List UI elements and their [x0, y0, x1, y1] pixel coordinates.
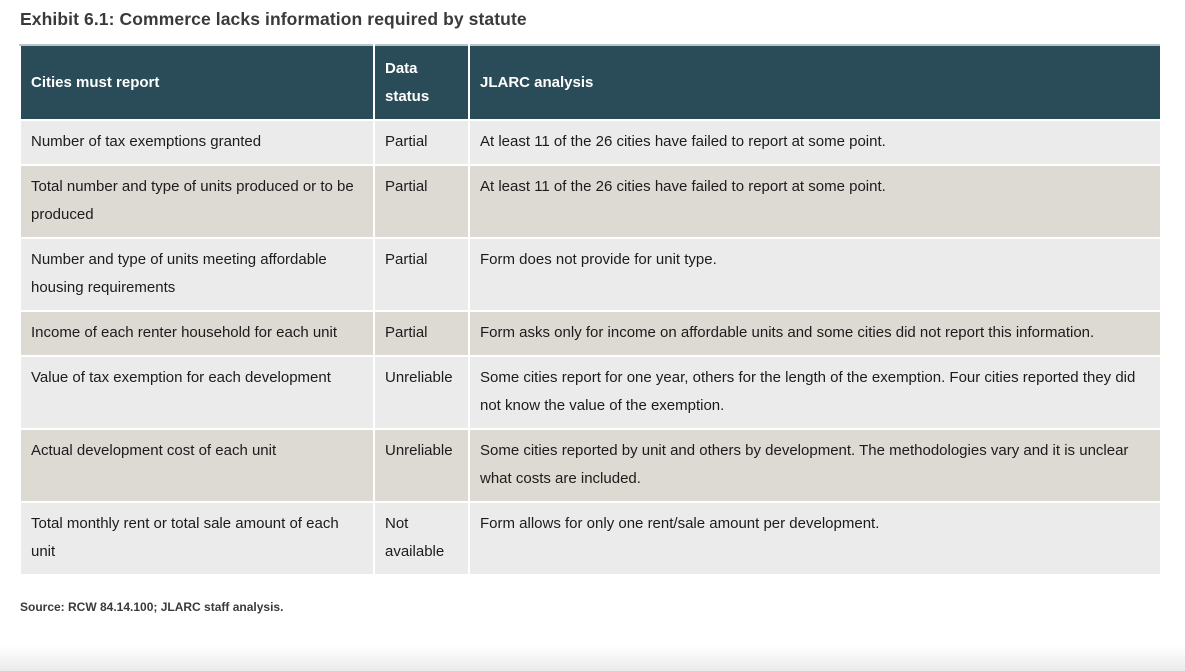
status-cell: Unreliable [374, 429, 469, 502]
exhibit-table [19, 44, 1162, 576]
requirement-cell: Total number and type of units produced or to be produced [20, 165, 374, 238]
requirement-cell: Value of tax exemption for each development [20, 356, 374, 429]
analysis-cell: At least 11 of the 26 cities have failed to report at some point. [469, 120, 1161, 165]
column-header-jlarc-analysis: JLARC analysis [469, 45, 1161, 120]
status-cell: Partial [374, 165, 469, 238]
source-note: Source: RCW 84.14.100; JLARC staff analysis. [20, 600, 284, 614]
column-header-cities-must-report: Cities must report [20, 45, 374, 120]
table-row [20, 120, 1161, 165]
column-header-data-status: Data status [374, 45, 469, 120]
exhibit-title: Exhibit 6.1: Commerce lacks information required by statute [20, 9, 527, 29]
analysis-cell: Form allows for only one rent/sale amount per development. [469, 502, 1161, 575]
table-row [20, 429, 1161, 502]
page-bottom-fade [0, 645, 1185, 671]
requirement-cell: Number and type of units meeting affordable housing requirements [20, 238, 374, 311]
status-cell: Not available [374, 502, 469, 575]
table-row [20, 311, 1161, 356]
table-row [20, 502, 1161, 575]
table-row [20, 356, 1161, 429]
analysis-cell: At least 11 of the 26 cities have failed to report at some point. [469, 165, 1161, 238]
requirement-cell: Number of tax exemptions granted [20, 120, 374, 165]
table-row [20, 238, 1161, 311]
analysis-cell: Some cities report for one year, others for the length of the exemption. Four cities reported they did not know the value of the exemption. [469, 356, 1161, 429]
exhibit-table-body [20, 120, 1161, 575]
table-row [20, 165, 1161, 238]
header-row [20, 45, 1161, 120]
requirement-cell: Income of each renter household for each unit [20, 311, 374, 356]
status-cell: Partial [374, 311, 469, 356]
status-cell: Partial [374, 120, 469, 165]
requirement-cell: Total monthly rent or total sale amount of each unit [20, 502, 374, 575]
analysis-cell: Form asks only for income on affordable units and some cities did not report this information. [469, 311, 1161, 356]
status-cell: Partial [374, 238, 469, 311]
status-cell: Unreliable [374, 356, 469, 429]
exhibit-table-header [20, 45, 1161, 120]
analysis-cell: Some cities reported by unit and others by development. The methodologies vary and it is unclear what costs are included. [469, 429, 1161, 502]
requirement-cell: Actual development cost of each unit [20, 429, 374, 502]
analysis-cell: Form does not provide for unit type. [469, 238, 1161, 311]
